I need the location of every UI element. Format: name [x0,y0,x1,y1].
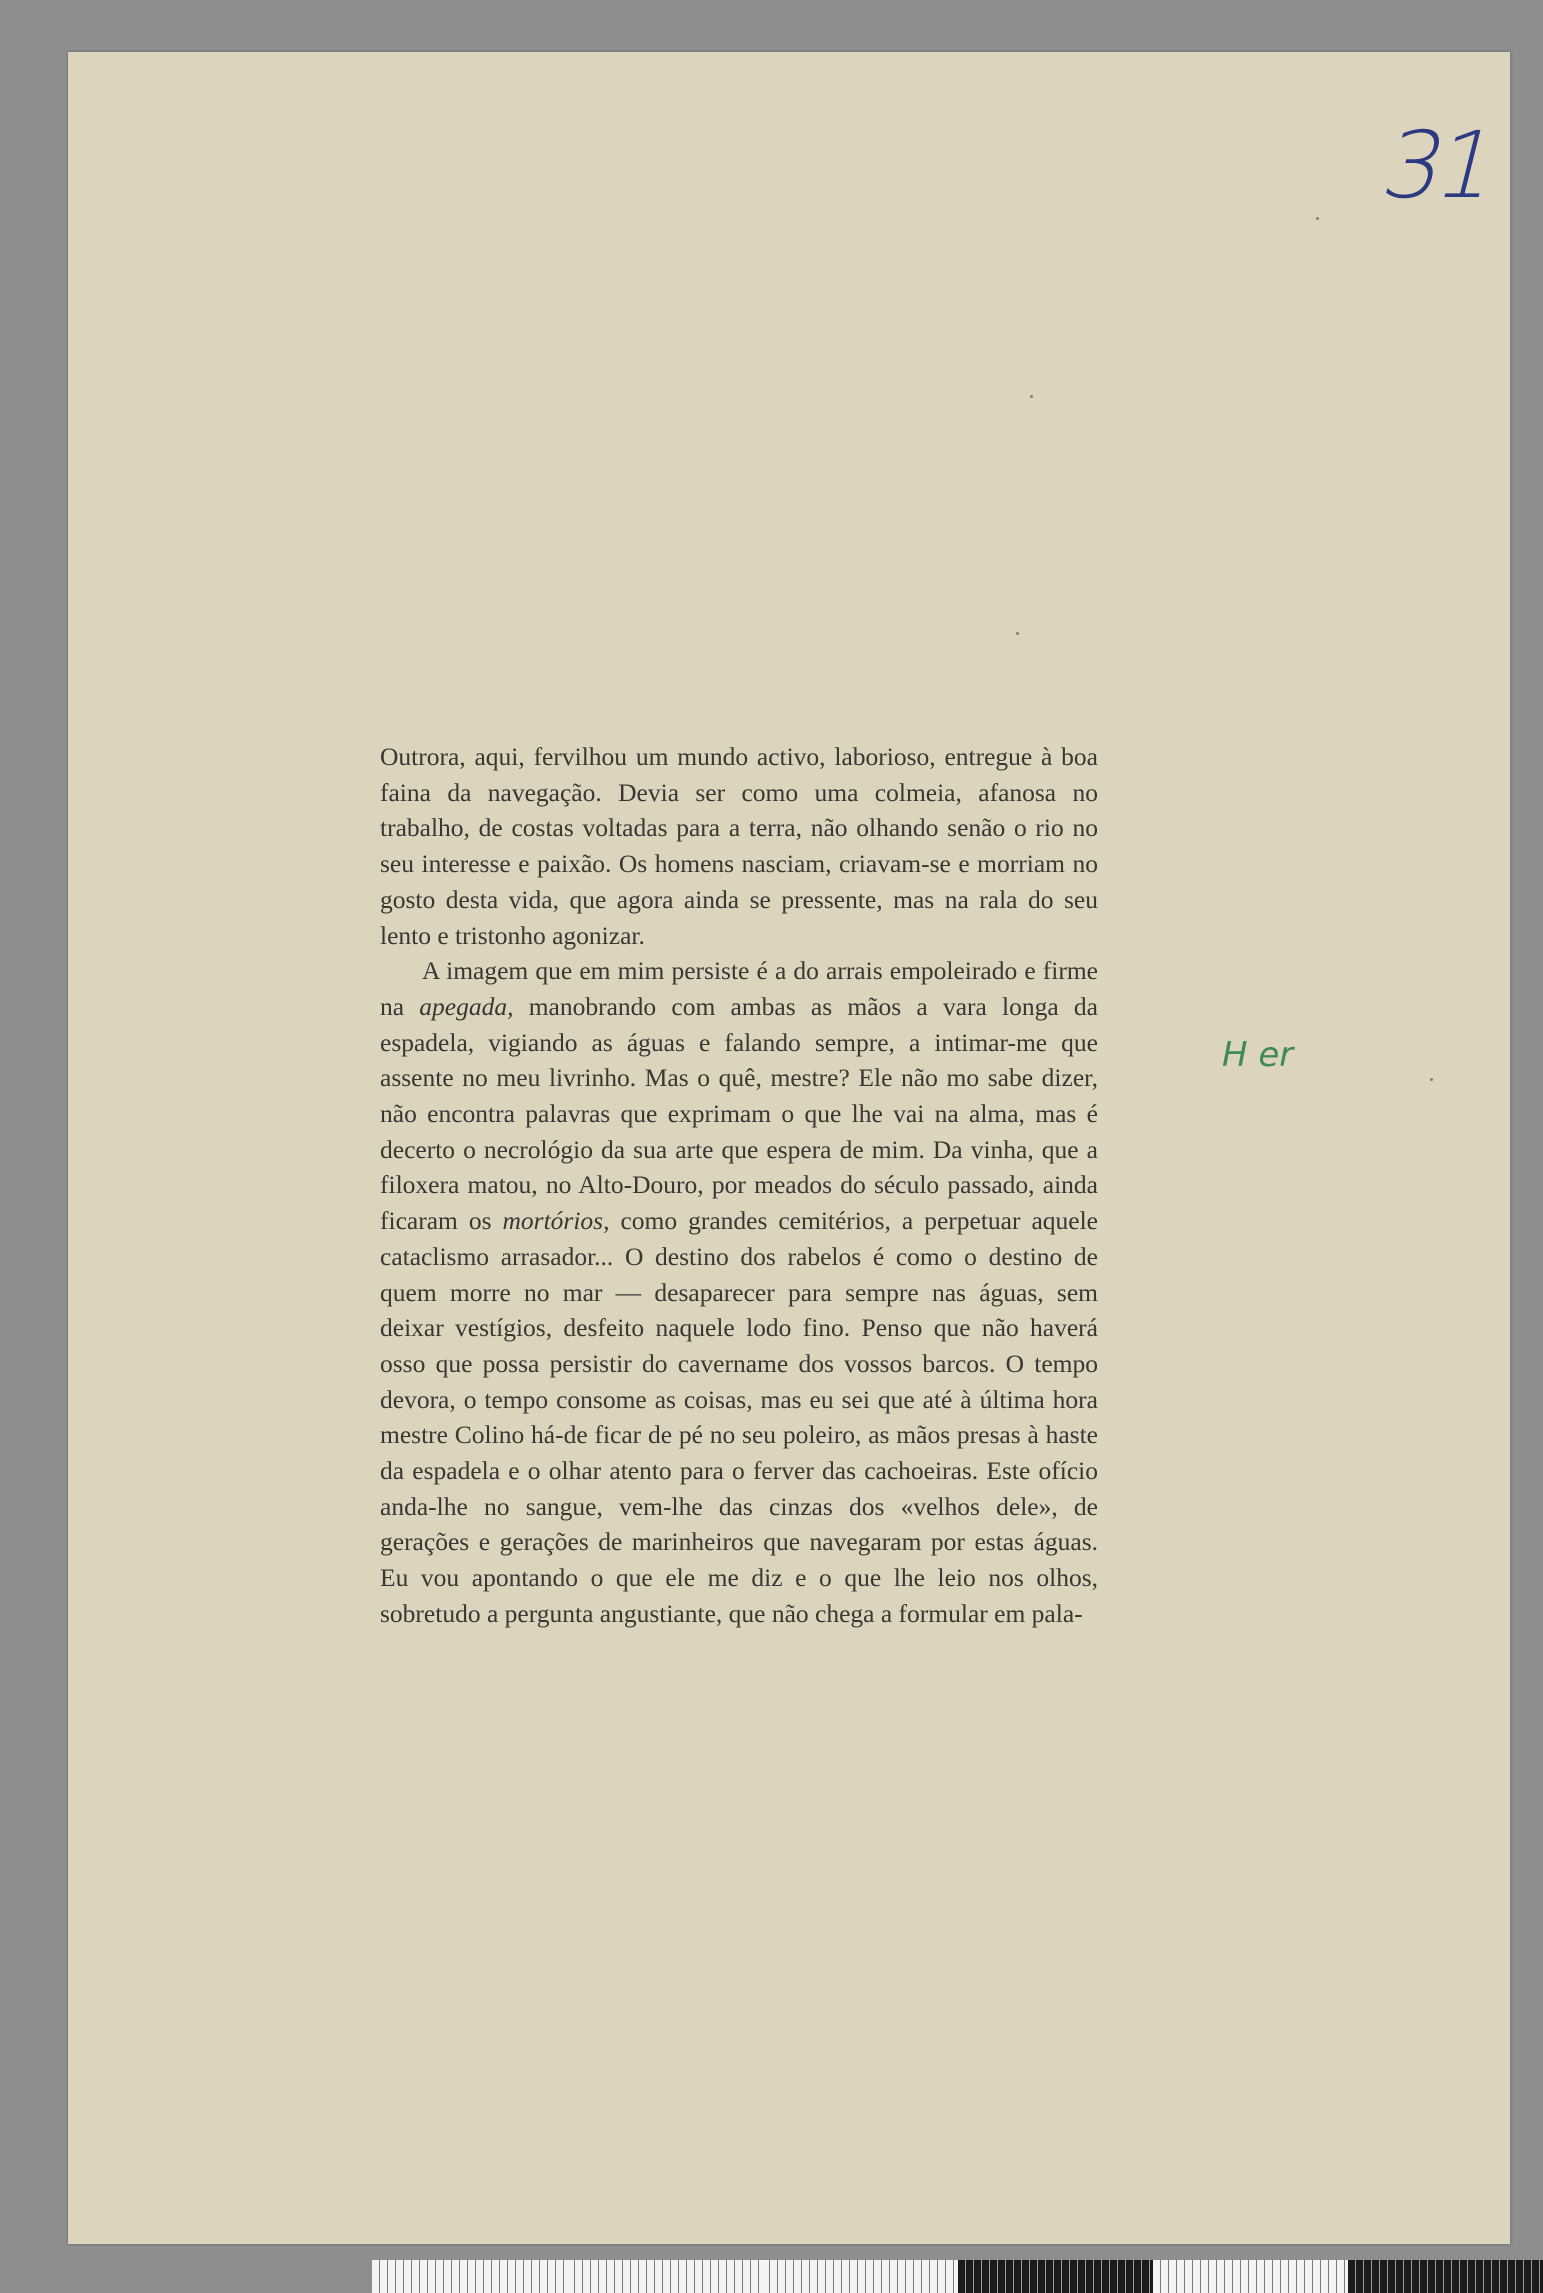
scale-segment-light [762,2260,957,2293]
body-text [380,739,1098,1632]
paper-speck [1016,632,1019,635]
paragraph-2-part-2: manobrando com ambas as mãos a vara longa da espadela, vigiando as águas e falando sempre, a intimar-me que assente no meu livrinho. Mas o quê, mestre? Ele não mo sabe dizer, não encontra palavras que exprimam o que lhe vai na alma, mas é decerto o necrológio da sua arte que espera de mim. Da vinha, que a filoxera matou, no Alto-Douro, por meados do século passado, ainda ficaram os [380,991,1098,1236]
italic-term-apegada: apegada, [419,991,514,1021]
paper-speck [1316,217,1319,220]
scale-segment-light [372,2260,567,2293]
margin-annotation: H er [1222,1035,1294,1075]
italic-term-mortorios: mortórios, [502,1206,610,1236]
color-scale-bar [372,2260,1543,2293]
scale-segment-dark [958,2260,1153,2293]
scale-segment-light [1153,2260,1348,2293]
handwritten-page-number: 31 [1372,112,1505,219]
scale-segment-light [567,2260,762,2293]
paper-speck [1430,1078,1433,1081]
paragraph-2 [380,953,1098,1631]
scale-segment-dark [1348,2260,1543,2293]
paragraph-2-part-1: A imagem que em mim persiste é a do arrais empoleirado e firme na [380,956,1098,1021]
paragraph-2-part-3: como grandes cemitérios, a perpetuar aquele cataclismo arrasador... O destino dos rabelos é como o destino de quem morre no mar — desaparecer para sempre nas águas, sem deixar vestígios, desfeito naquele lodo fino. Penso que não haverá osso que possa persistir do cavername dos vossos barcos. O tempo devora, o tempo consome as coisas, mas eu sei que até à última hora mestre Colino há-de ficar de pé no seu poleiro, as mãos presas à haste da espadela e o olhar atento para o ferver das cachoeiras. Este ofício anda-lhe no sangue, vem-lhe das cinzas dos «velhos dele», de gerações e gerações de marinheiros que navegaram por estas águas. Eu vou apontando o que ele me diz e o que lhe leio nos olhos, sobretudo a pergunta angustiante, que não chega a formular em pala- [380,1206,1098,1628]
paragraph-1: Outrora, aqui, fervilhou um mundo activo, laborioso, entregue à boa faina da navegação. Devia ser como uma colmeia, afanosa no trabalho, de costas voltadas para a terra, não olhando senão o rio no seu interesse e paixão. Os homens nasciam, criavam-se e morriam no gosto desta vida, que agora ainda se pressente, mas na rala do seu lento e tristonho agonizar. [380,742,1098,950]
paper-speck [1030,395,1033,398]
